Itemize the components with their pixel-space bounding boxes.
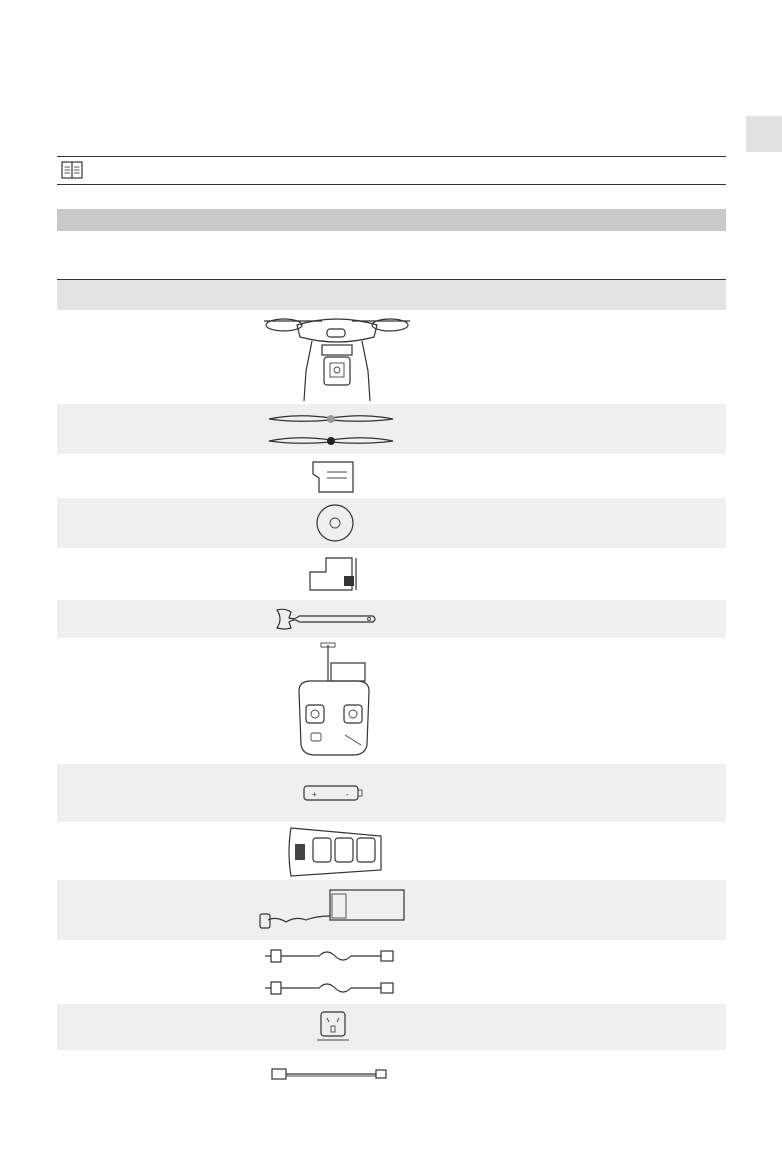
section-header-bar: [57, 209, 726, 231]
table-row: [57, 498, 726, 548]
wrench-illustration: [275, 606, 379, 632]
aa-battery-illustration: [302, 784, 364, 802]
plug-adapter-illustration: [315, 1010, 351, 1046]
charger-illustration: [256, 886, 408, 934]
table-row: [57, 404, 726, 454]
remote-controller-illustration: [293, 641, 375, 759]
table-row: [57, 638, 726, 764]
power-cables-illustration: [263, 946, 399, 1000]
table-row: [57, 600, 726, 638]
table-row: [57, 1050, 726, 1092]
svg-text:+: +: [312, 790, 317, 799]
cap-illustration: [314, 503, 356, 543]
divider-top: [57, 156, 726, 157]
table-row: [57, 309, 726, 404]
table-row: [57, 880, 726, 940]
table-header: [57, 279, 726, 310]
flight-battery-illustration: [285, 824, 385, 878]
propellers-illustration: [267, 409, 397, 451]
table-row: [57, 822, 726, 880]
gimbal-clamp-illustration: [308, 554, 368, 594]
table-row: [57, 1004, 726, 1050]
table-row: [57, 764, 726, 822]
divider-bottom: [57, 184, 726, 185]
table-row: [57, 548, 726, 600]
table-row: [57, 940, 726, 1004]
table-row: [57, 454, 726, 498]
microsd-card-illustration: [309, 460, 359, 494]
aircraft-illustration: [262, 311, 412, 403]
side-tab: [746, 116, 782, 152]
usb-cable-illustration: [270, 1066, 394, 1082]
svg-text:-: -: [346, 790, 349, 799]
book-icon: [61, 161, 83, 179]
